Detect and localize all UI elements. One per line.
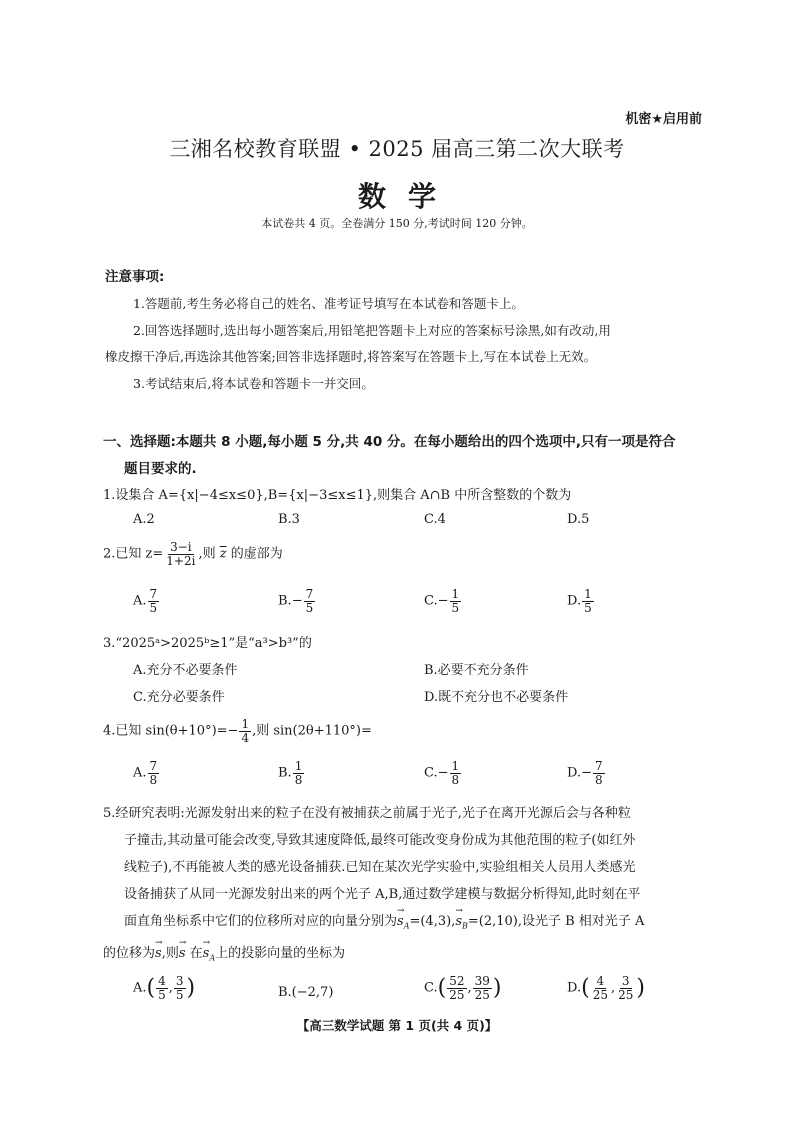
- q2-suffix: ,则: [198, 546, 216, 562]
- q2-option-c: C.− $\frac{1}{5}$: [424, 587, 460, 615]
- question-2-stem: [103, 541, 283, 567]
- vector-sB: → $s_B$: [455, 908, 468, 941]
- q3-option-a: A.充分不必要条件: [133, 663, 238, 678]
- q1-option-c: C.4: [424, 512, 446, 527]
- question-5-line-3: 线粒子),不再能被人类的感光设备捕获.已知在某次光学实验中,实验组相关人员用人类感光: [124, 860, 636, 875]
- question-3-stem: 3.“2025ᵃ>2025ᵇ≥1”是“a³>b³”的: [103, 636, 312, 651]
- q5-option-b: B.(−2,7): [278, 985, 334, 1000]
- q4-option-c: C.− $\frac{1}{8}$: [424, 759, 460, 787]
- question-4-stem: [103, 718, 372, 744]
- exam-title: 三湘名校教育联盟 • 2025 届高三第二次大联考: [169, 137, 625, 161]
- q2-prefix: 2.已知 z=: [103, 546, 164, 562]
- q5-option-c: C.( $\frac{52}{25}$ , $\frac{39}{25}$ ): [424, 974, 502, 1002]
- q2-num: 3−i: [170, 540, 192, 554]
- vector-sA: → $s_A$: [397, 908, 409, 941]
- question-5-line-6: 的位移为→ s,则→ s 在→ $s_A$上的投影向量的坐标为: [103, 940, 345, 973]
- q2-option-a: A. $\frac{7}{5}$: [133, 587, 158, 615]
- question-5-line-4: 设备捕获了从同一光源发射出来的两个光子 A,B,通过数学建模与数据分析得知,此时刻在平: [124, 887, 641, 902]
- q1-option-b: B.3: [278, 512, 300, 527]
- page-footer: 【高三数学试题 第 1 页(共 4 页)】: [296, 1018, 498, 1033]
- q2-den: 1+2i: [166, 553, 196, 568]
- q4-option-a: A. $\frac{7}{8}$: [133, 759, 158, 787]
- q2-option-d: D. $\frac{1}{5}$: [567, 587, 592, 615]
- question-1-stem: 1.设集合 A={x|−4≤x≤0},B={x|−3≤x≤1},则集合 A∩B 中所含整数的个数为: [103, 488, 572, 503]
- q4-prefix: 4.已知 sin(θ+10°)=−: [103, 723, 239, 739]
- q3-option-b: B.必要不充分条件: [424, 663, 529, 678]
- section-heading-cont: 题目要求的.: [124, 461, 197, 477]
- q2-option-b: B.− $\frac{7}{5}$: [278, 587, 314, 615]
- section-heading: 一、选择题:本题共 8 小题,每小题 5 分,共 40 分。在每小题给出的四个选项中,只有一项是符合: [103, 434, 676, 450]
- q4-suffix: ,则 sin(2θ+110°)=: [252, 723, 372, 739]
- vector-sA-2: → $s_A$: [203, 940, 215, 973]
- confidential-mark: 机密★启用前: [625, 112, 702, 127]
- q3-option-c: C.充分必要条件: [133, 690, 225, 705]
- vector-s: → s: [155, 940, 162, 968]
- q5-option-a: A.( $\frac{4}{5}$ , $\frac{3}{5}$ ): [133, 974, 196, 1002]
- question-5-line-2: 子撞击,其动量可能会改变,导致其速度降低,最终可能改变身份成为其他范围的粒子(如红外: [124, 833, 636, 848]
- q2-fraction: [164, 541, 197, 567]
- exam-meta: 本试卷共 4 页。全卷满分 150 分,考试时间 120 分钟。: [261, 217, 533, 230]
- question-5-line-1: 5.经研究表明:光源发射出来的粒子在没有被捕获之前属于光子,光子在离开光源后会与各种粒: [103, 806, 631, 821]
- q4-fraction: $\frac{1}{4}$: [241, 717, 250, 745]
- notice-title: 注意事项:: [105, 269, 165, 285]
- vector-s-2: → s: [179, 940, 186, 968]
- notice-item-2-cont: 橡皮擦干净后,再选涂其他答案;回答非选择题时,将答案写在答题卡上,写在本试卷上无效。: [105, 349, 597, 364]
- question-5-line-5: 面直角坐标系中它们的位移所对应的向量分别为→ $s_A=(4,3),\to s_B=(2,10)$,设光子 B 相对光子 A: [124, 908, 644, 941]
- q5-option-d: D.( $\frac{4}{25}$ , $\frac{3}{25}$ ): [567, 974, 645, 1002]
- q1-option-a: A.2: [133, 512, 155, 527]
- q4-option-d: D.− $\frac{7}{8}$: [567, 759, 603, 787]
- notice-item-1: 1.答题前,考生务必将自己的姓名、准考证号填写在本试卷和答题卡上。: [133, 296, 524, 311]
- notice-item-3: 3.考试结束后,将本试卷和答题卡一并交回。: [133, 376, 374, 391]
- q3-option-d: D.既不充分也不必要条件: [424, 690, 569, 705]
- q2-tail: 的虚部为: [230, 546, 283, 562]
- subject-title: 数学: [357, 180, 458, 213]
- notice-item-2: 2.回答选择题时,选出每小题答案后,用铅笔把答题卡上对应的答案标号涂黑,如有改动,用: [133, 323, 611, 338]
- q1-option-d: D.5: [567, 512, 590, 527]
- q2-zbar: $\overline{z}$: [219, 546, 227, 562]
- q4-option-b: B. $\frac{1}{8}$: [278, 759, 303, 787]
